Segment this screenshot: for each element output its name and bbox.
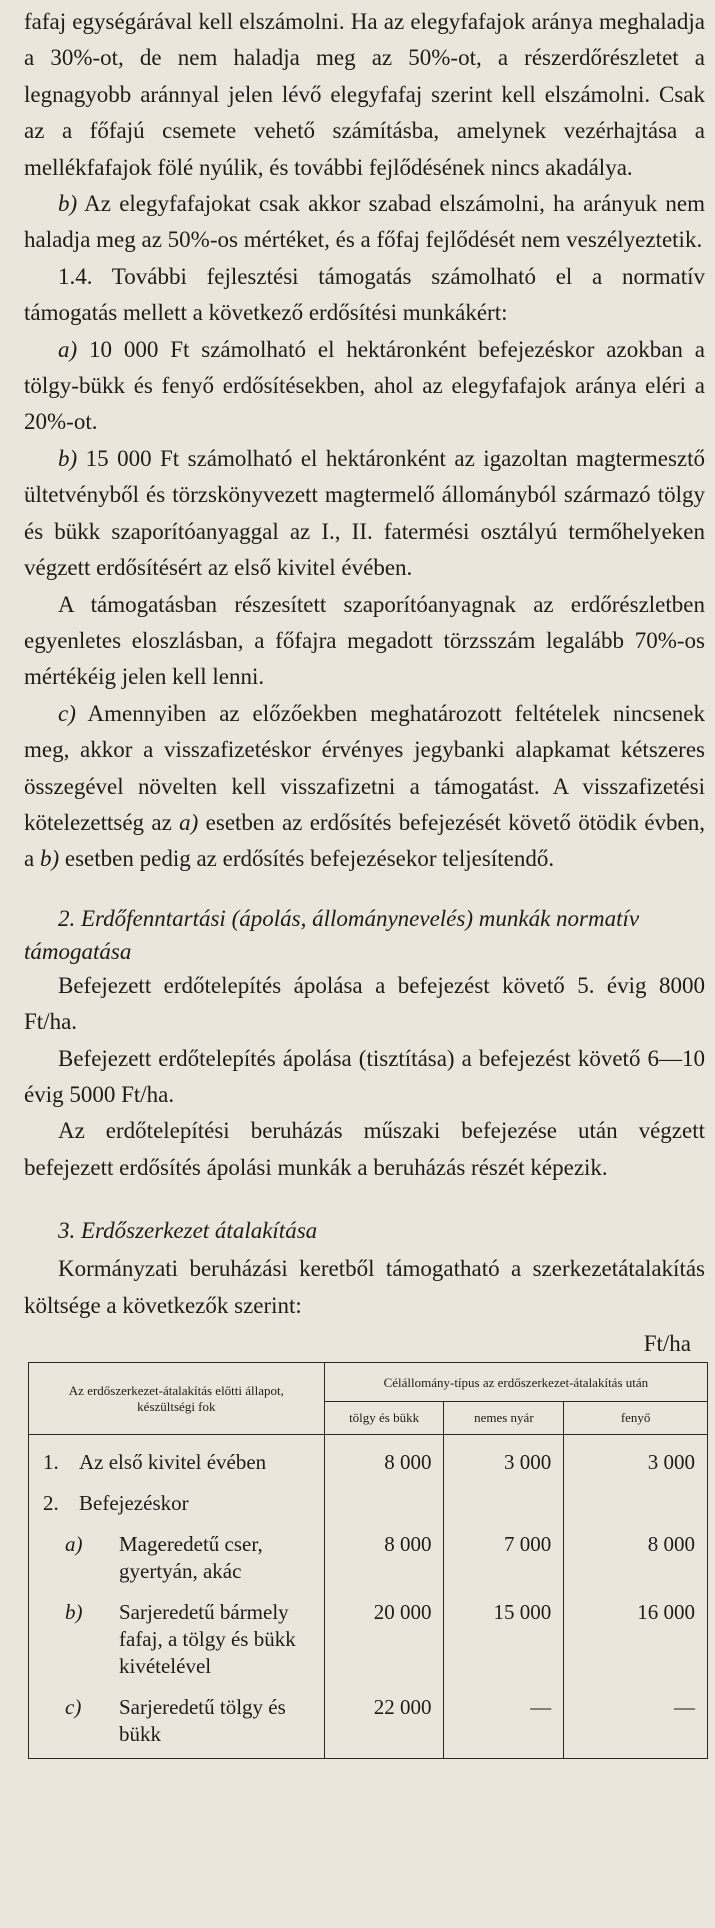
paragraph-text: Az elegyfafajokat csak akkor szabad elszámolni, ha arányuk nem haladja meg az 50%-os mértéket, és a főfaj fejlődését nem veszélyeztetik. [24,191,705,253]
paragraph-b-elegyfafaj [24,186,705,259]
table-head-group: Célállomány-típus az erdőszerkezet-átalakítás után [324,1363,707,1402]
paragraph-text: Amennyiben az előzőekben meghatározott feltételek nincsenek meg, akkor a visszafizetéskor érvényes jegybanki alapkamat kétszeres összegével növelten kell visszafizetni a támogatást. A visszafizetési kötelezettség az [24,700,705,835]
table-cell: 8 000 [564,1523,708,1591]
table-cell: 20 000 [324,1591,444,1686]
row-label: Mageredetű cser, gyertyán, akác [119,1532,263,1583]
column-header: fenyő [564,1402,708,1435]
paragraph-text: esetben pedig az erdősítés befejezésekor teljesítendő. [59,846,555,872]
row-marker: 2. [43,1491,59,1515]
table-cell: 7 000 [444,1523,564,1591]
paragraph-text: 10 000 Ft számolható el hektáronként befejezéskor azokban a tölgy-bükk és fenyő erdősítésekben, ahol az elegyfafajok aránya eléri a 20%-ot. [24,336,705,435]
row-marker: b) [65,1600,83,1624]
table-cell: — [444,1686,564,1759]
inline-marker: b) [39,846,60,872]
paragraph-kormanyzati: Kormányzati beruházási keretből támogatható a szerkezetátalakítás költsége a következők szerint: [24,1256,705,1318]
table-row [29,1686,708,1759]
table-row [29,1591,708,1686]
table-cell [324,1482,444,1523]
paragraph-a-fejlesztes [24,332,705,441]
table-row [29,1435,708,1483]
list-marker: c) [58,700,76,726]
paragraph-b-fejlesztes [24,441,705,587]
table-cell: 8 000 [324,1523,444,1591]
paragraph-szaporitoanyag: A támogatásban részesített szaporítóanyagnak az erdőrészletben egyenletes eloszlásban, a főfajra megadott törzsszám legalább 70%-os mértékéig jelen kell lenni. [24,591,705,690]
table-cell: 3 000 [564,1435,708,1483]
table-cell: 22 000 [324,1686,444,1759]
row-marker: a) [65,1532,83,1556]
section-heading-2: 2. Erdőfenntartási (ápolás, állománynevelés) munkák normatív támogatása [24,905,640,964]
table-head-left: Az erdőszerkezet-átalakítás előtti állapot, készültségi fok [29,1363,325,1435]
table-cell [444,1482,564,1523]
paragraph-continuation: fafaj egységárával kell elszámolni. Ha az elegyfafajok aránya meghaladja a 30%-ot, de nem haladja meg az 50%-ot, a részerdőrészletet a legnagyobb aránnyal jelen lévő elegyfafaj szerint kell elszámolni. Csak az a főfajú csemete vehető számításba, amelynek vezérhajtása a mellékfafajok fölé nyúlik, és további fejlődésének nincs akadálya. [24,9,705,180]
paragraph-apolas-5: Befejezett erdőtelepítés ápolása a befejezést követő 5. évig 8000 Ft/ha. [24,972,705,1035]
table-cell [564,1482,708,1523]
table-cell: 8 000 [324,1435,444,1483]
table-cell: 16 000 [564,1591,708,1686]
row-label: Az első kivitel évében [79,1450,267,1474]
section-heading-3: 3. Erdőszerkezet átalakítása [58,1218,318,1244]
table-row [29,1523,708,1591]
table-cell: 3 000 [444,1435,564,1483]
row-label: Sarjeredetű bármely fafaj, a tölgy és bükk kivételével [119,1600,296,1678]
paragraph-text: 15 000 Ft számolható el hektáronként az igazoltan magtermesztő ültetvényből és törzskönyvezett magtermelő állományból származó tölgy és bükk szaporítóanyaggal az I., II. fatermési osztályú termőhelyeken végzett erdősítésért az első kivitel évében. [24,445,705,581]
list-marker: a) [58,336,78,362]
paragraph-text: esetben az erdősítés befejezését követő ötödik évben, a [24,809,706,872]
row-marker: c) [65,1695,82,1719]
paragraph-1-4: 1.4. További fejlesztési támogatás számolható el a normatív támogatás mellett a következő erdősítési munkákért: [24,263,705,326]
table-row [29,1482,708,1523]
table-cell: 15 000 [444,1591,564,1686]
paragraph-beruhazas: Az erdőtelepítési beruházás műszaki befejezése után végzett befejezett erdősítés ápolási munkák a beruházás részét képezik. [24,1118,705,1180]
cost-table [28,1362,708,1759]
inline-marker: a) [179,809,199,835]
column-header: nemes nyár [444,1402,564,1435]
column-header: tölgy és bükk [324,1402,444,1435]
paragraph-apolas-6-10: Befejezett erdőtelepítés ápolása (tisztítása) a befejezést követő 6—10 évig 5000 Ft/ha. [24,1045,705,1107]
row-label: Sarjeredetű tölgy és bükk [119,1695,286,1746]
unit-label: Ft/ha [643,1331,691,1356]
paragraph-c-visszafizetes [24,696,705,878]
row-marker: 1. [43,1450,59,1474]
table-cell: — [564,1686,708,1759]
list-marker: b) [58,191,78,217]
row-label: Befejezéskor [79,1491,189,1515]
list-marker: b) [58,445,78,471]
